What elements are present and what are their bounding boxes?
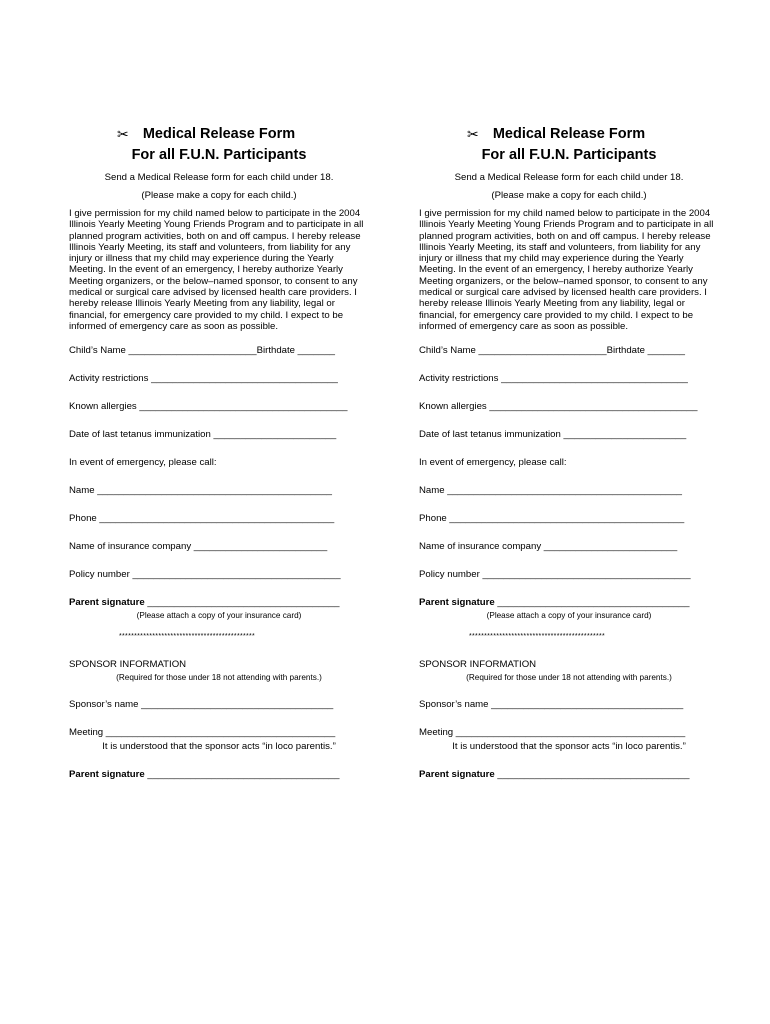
parent-signature-line: ____________________________________ bbox=[494, 597, 690, 609]
child-name-field[interactable]: Child’s Name ________________________Birthdate _______ bbox=[419, 345, 686, 357]
copy-note: (Please make a copy for each child.) bbox=[491, 190, 647, 201]
parent-signature-field[interactable] bbox=[69, 597, 369, 609]
sponsor-note: (Required for those under 18 not attending with parents.) bbox=[116, 673, 322, 683]
separator-stars: ********************************************* bbox=[119, 633, 256, 641]
title-line-2: For all F.U.N. Participants bbox=[481, 147, 657, 163]
emergency-label: In event of emergency, please call: bbox=[419, 457, 567, 469]
activity-field[interactable]: Activity restrictions ___________________________________ bbox=[69, 373, 338, 385]
phone-field[interactable]: Phone ____________________________________________ bbox=[69, 513, 335, 525]
title-line-1: Medical Release Form bbox=[492, 126, 646, 142]
sponsor-heading: SPONSOR INFORMATION bbox=[419, 659, 537, 671]
scissors-icon: ✂ bbox=[467, 126, 479, 142]
tetanus-field[interactable]: Date of last tetanus immunization _______________________ bbox=[69, 429, 337, 441]
contact-name-field[interactable]: Name ____________________________________________ bbox=[69, 485, 333, 497]
subtitle: Send a Medical Release form for each child under 18. bbox=[104, 172, 334, 183]
emergency-label: In event of emergency, please call: bbox=[69, 457, 217, 469]
phone-field[interactable]: Phone ____________________________________________ bbox=[419, 513, 685, 525]
parent-signature-label-2: Parent signature bbox=[69, 769, 145, 781]
tetanus-field[interactable]: Date of last tetanus immunization _______________________ bbox=[419, 429, 687, 441]
permission-paragraph: I give permission for my child named below to participate in the 2004 Illinois Yearly Meeting Young Friends Program and to participate in all planned program activities, both on and off campus. I hereby release Illinois Yearly Meeting, its staff and volunteers, from liability for any injury or illness that my child may experience during the Yearly Meeting. In the event of an emergency, I hereby authorize Yearly Meeting organizers, or the below–named sponsor, to consent to any medical or surgical care advised by licensed health care providers. I hereby release Illinois Yearly Meeting from any liability, legal or financial, for emergency care provided to my child. I expect to be informed of emergency care as soon as possible. bbox=[69, 208, 364, 332]
title-line-2: For all F.U.N. Participants bbox=[131, 147, 307, 163]
policy-field[interactable]: Policy number _______________________________________ bbox=[69, 569, 341, 581]
child-name-field[interactable]: Child’s Name ________________________Birthdate _______ bbox=[69, 345, 336, 357]
subtitle: Send a Medical Release form for each child under 18. bbox=[454, 172, 684, 183]
allergies-field[interactable]: Known allergies _______________________________________ bbox=[69, 401, 348, 413]
policy-field[interactable]: Policy number _______________________________________ bbox=[419, 569, 691, 581]
insurance-field[interactable]: Name of insurance company _________________________ bbox=[69, 541, 328, 553]
parent-signature-field-2[interactable] bbox=[419, 769, 719, 781]
insurance-card-note: (Please attach a copy of your insurance card) bbox=[136, 611, 302, 621]
sponsor-heading: SPONSOR INFORMATION bbox=[69, 659, 187, 671]
sponsor-name-field[interactable]: Sponsor’s name ____________________________________ bbox=[69, 699, 334, 711]
parent-signature-line-2: ____________________________________ bbox=[144, 769, 340, 781]
meeting-field[interactable]: Meeting ___________________________________________ bbox=[69, 727, 336, 739]
parent-signature-label: Parent signature bbox=[419, 597, 495, 609]
sponsor-name-field[interactable]: Sponsor’s name ____________________________________ bbox=[419, 699, 684, 711]
parent-signature-field-2[interactable] bbox=[69, 769, 369, 781]
copy-note: (Please make a copy for each child.) bbox=[141, 190, 297, 201]
loco-parentis-text: It is understood that the sponsor acts “in loco parentis.” bbox=[452, 741, 686, 753]
parent-signature-field[interactable] bbox=[419, 597, 719, 609]
title-line-1: Medical Release Form bbox=[142, 126, 296, 142]
parent-signature-line: ____________________________________ bbox=[144, 597, 340, 609]
insurance-field[interactable]: Name of insurance company _________________________ bbox=[419, 541, 678, 553]
loco-parentis-text: It is understood that the sponsor acts “in loco parentis.” bbox=[102, 741, 336, 753]
allergies-field[interactable]: Known allergies _______________________________________ bbox=[419, 401, 698, 413]
meeting-field[interactable]: Meeting ___________________________________________ bbox=[419, 727, 686, 739]
form-right bbox=[419, 124, 719, 781]
contact-name-field[interactable]: Name ____________________________________________ bbox=[419, 485, 683, 497]
parent-signature-line-2: ____________________________________ bbox=[494, 769, 690, 781]
form-title bbox=[69, 124, 369, 166]
scissors-icon: ✂ bbox=[117, 126, 129, 142]
form-left bbox=[69, 124, 369, 781]
sponsor-note: (Required for those under 18 not attending with parents.) bbox=[466, 673, 672, 683]
activity-field[interactable]: Activity restrictions ___________________________________ bbox=[419, 373, 688, 385]
form-title bbox=[419, 124, 719, 166]
parent-signature-label: Parent signature bbox=[69, 597, 145, 609]
separator-stars: ********************************************* bbox=[469, 633, 606, 641]
permission-paragraph: I give permission for my child named below to participate in the 2004 Illinois Yearly Meeting Young Friends Program and to participate in all planned program activities, both on and off campus. I hereby release Illinois Yearly Meeting, its staff and volunteers, from liability for any injury or illness that my child may experience during the Yearly Meeting. In the event of an emergency, I hereby authorize Yearly Meeting organizers, or the below–named sponsor, to consent to any medical or surgical care advised by licensed health care providers. I hereby release Illinois Yearly Meeting from any liability, legal or financial, for emergency care provided to my child. I expect to be informed of emergency care as soon as possible. bbox=[419, 208, 714, 332]
parent-signature-label-2: Parent signature bbox=[419, 769, 495, 781]
insurance-card-note: (Please attach a copy of your insurance card) bbox=[486, 611, 652, 621]
